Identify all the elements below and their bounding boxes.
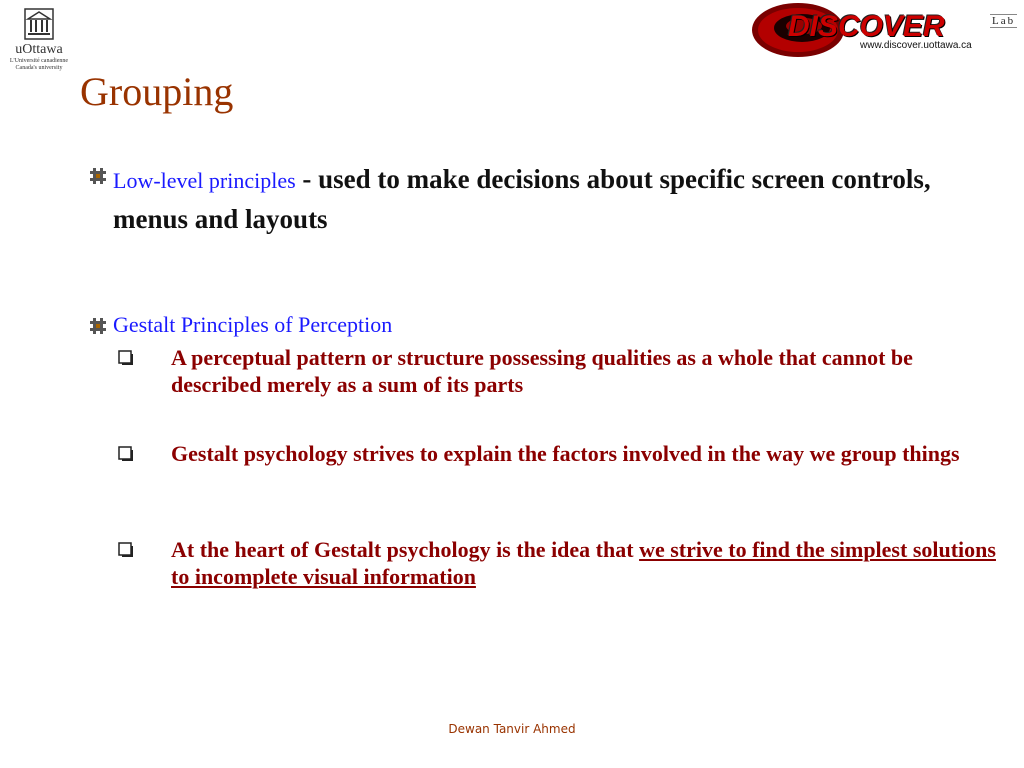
checkbox-bullet-icon: [118, 350, 134, 366]
uottawa-subtitle-fr: L'Université canadienne: [9, 58, 69, 64]
checkbox-bullet-icon: [118, 446, 134, 462]
discover-lab-label: Lab: [992, 15, 1016, 27]
discover-url: www.discover.uottawa.ca: [860, 40, 972, 51]
hash-bullet-icon: [88, 166, 108, 186]
discover-lab-logo: [750, 0, 1024, 64]
bullet-gestalt-principles: [88, 310, 988, 340]
subbullet-item: [118, 344, 998, 398]
bullet-body-text: - used to make decisions about specific screen controls, menus and layouts: [113, 164, 931, 234]
bullet-lead-text: Gestalt Principles of Perception: [113, 312, 393, 337]
subbullet-item: [118, 440, 998, 467]
discover-wordmark: DISCOVER: [788, 10, 945, 43]
footer-author: Dewan Tanvir Ahmed: [448, 722, 576, 736]
underlined-emphasis: we strive to find the simplest solutions to incomplete visual information: [171, 537, 996, 589]
checkbox-bullet-icon: [118, 542, 134, 558]
slide-title: Grouping: [80, 69, 234, 114]
subbullet-text: At the heart of Gestalt psychology is the idea that: [171, 537, 640, 562]
subbullet-text: A perceptual pattern or structure possessing qualities as a whole that cannot be described merely as a sum of its parts: [171, 345, 913, 397]
uottawa-logo: [8, 8, 70, 72]
subbullet-item: [118, 536, 998, 590]
bullet-lead-text: Low-level principles: [113, 168, 296, 193]
hash-bullet-icon: [88, 316, 108, 336]
building-icon: [24, 8, 54, 40]
uottawa-subtitle-en: Canada's university: [15, 65, 63, 71]
uottawa-name: uOttawa: [15, 42, 63, 57]
bullet-low-level-principles: [88, 160, 988, 238]
subbullet-text: Gestalt psychology strives to explain the factors involved in the way we group things: [171, 441, 960, 466]
subbullet-text-with-emphasis: [171, 536, 998, 590]
